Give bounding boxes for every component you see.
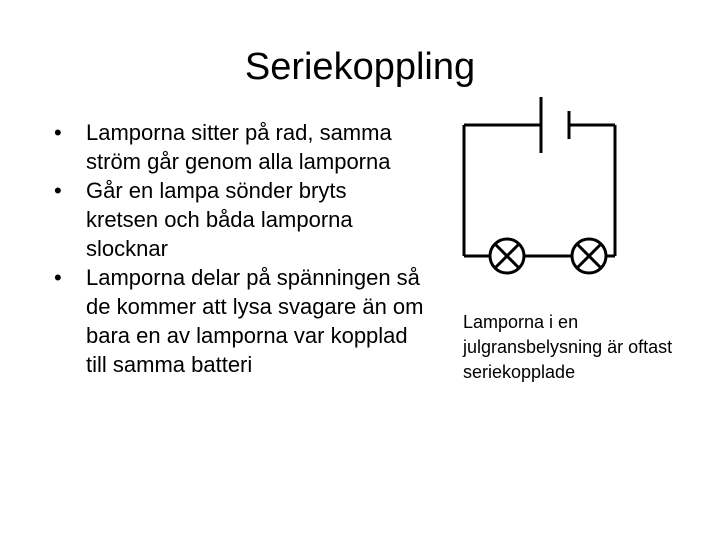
bullet-marker: • <box>54 120 62 145</box>
slide-title: Seriekoppling <box>244 46 476 88</box>
bullet-text: Går en lampa sönder bryts kretsen och båda lamporna slocknar <box>86 178 353 261</box>
caption-text: Lamporna i en julgransbelysning är oftast seriekopplade <box>463 312 673 382</box>
bullet-item <box>44 263 424 379</box>
bullet-marker: • <box>54 265 62 290</box>
lamp-icon <box>572 239 606 273</box>
bullet-marker: • <box>54 178 62 203</box>
series-circuit-diagram <box>455 92 625 282</box>
bullet-text: Lamporna delar på spänningen så de kommer att lysa svagare än om bara en av lamporna var kopplad till samma batteri <box>86 265 424 377</box>
bullet-item <box>44 118 424 176</box>
bullet-text: Lamporna sitter på rad, samma ström går genom alla lamporna <box>86 120 392 174</box>
lamp-icon <box>490 239 524 273</box>
bullet-item <box>44 176 424 263</box>
bullet-list <box>44 118 424 379</box>
battery-icon <box>541 97 569 153</box>
